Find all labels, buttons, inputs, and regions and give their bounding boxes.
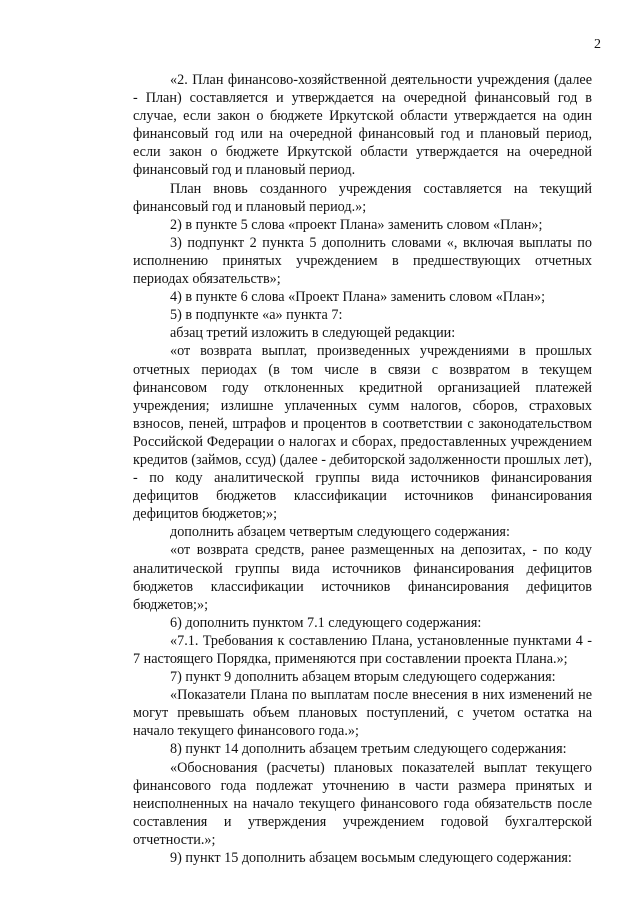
- paragraph-returned-payments: «от возврата выплат, произведенных учреждениями в прошлых отчетных периодах (в том числе в связи с возвратом в текущем финансовом году отклоненных кредитной организацией платежей учреждения; излишне уплаченных сумм налогов, сборов, страховых взносов, пеней, штрафов и процентов в соответствии с законодательством Российской Федерации о налогах и сборах, предоставленных учреждением кредитов (займов, ссуд) (далее - дебиторской задолженности прошлых лет), - по коду аналитической группы вида источников финансирования дефицитов бюджетов классификации источников финансирования дефицитов бюджетов;»;: [133, 343, 592, 523]
- paragraph-amendment-8: 8) пункт 14 дополнить абзацем третьим следующего содержания:: [170, 741, 567, 758]
- paragraph-deposit-returns: «от возврата средств, ранее размещенных на депозитах, - по коду аналитической группы вида источников финансирования дефицитов бюджетов классификации источников финансирования дефицитов бюджетов;»;: [133, 542, 592, 613]
- paragraph-amendment-6: 6) дополнить пунктом 7.1 следующего содержания:: [170, 614, 482, 631]
- paragraph-plan-indicators: «Показатели Плана по выплатам после внесения в них изменений не могут превышать объем плановых поступлений, с учетом остатка на начало текущего финансового года.»;: [133, 687, 592, 740]
- paragraph-new-institution-plan: План вновь созданного учреждения составляется на текущий финансовый год и плановый период.»;: [133, 180, 592, 215]
- paragraph-amendment-9: 9) пункт 15 дополнить абзацем восьмым следующего содержания:: [170, 850, 572, 867]
- paragraph-amendment-3: 3) подпункт 2 пункта 5 дополнить словами «, включая выплаты по исполнению принятых учреждением в предшествующих отчетных периодах обязательств»;: [133, 234, 592, 288]
- paragraph-amendment-5: 5) в подпункте «а» пункта 7:: [170, 307, 343, 324]
- paragraph-justifications: «Обоснования (расчеты) плановых показателей выплат текущего финансового года подлежат уточнению в части размера принятых и неисполненных на начало текущего финансового года обязательств после составления и утверждения учреждением годовой бухгалтерской отчетности.»;: [133, 759, 592, 848]
- paragraph-amendment-4: 4) в пункте 6 слова «Проект Плана» заменить словом «План»;: [170, 289, 546, 306]
- paragraph-fourth-subparagraph-intro: дополнить абзацем четвертым следующего содержания:: [170, 524, 510, 541]
- paragraph-plan-definition: «2. План финансово-хозяйственной деятельности учреждения (далее - План) составляется и утверждается на очередной финансовый год в случае, если закон о бюджете Иркутской области утверждается на один финансовый год или на очередной финансовый год и плановый период, если закон о бюджете Иркутской области утверждается на очередной финансовый год и плановый период.: [133, 72, 592, 179]
- paragraph-clause-7-1: «7.1. Требования к составлению Плана, установленные пунктами 4 - 7 настоящего Порядка, применяются при составлении проекта Плана.»;: [133, 632, 592, 667]
- paragraph-amendment-2: 2) в пункте 5 слова «проект Плана» заменить словом «План»;: [170, 216, 543, 233]
- document-body: [133, 71, 592, 867]
- paragraph-third-subparagraph-intro: абзац третий изложить в следующей редакции:: [170, 325, 456, 342]
- page-number: 2: [594, 37, 601, 52]
- paragraph-amendment-7: 7) пункт 9 дополнить абзацем вторым следующего содержания:: [170, 669, 556, 686]
